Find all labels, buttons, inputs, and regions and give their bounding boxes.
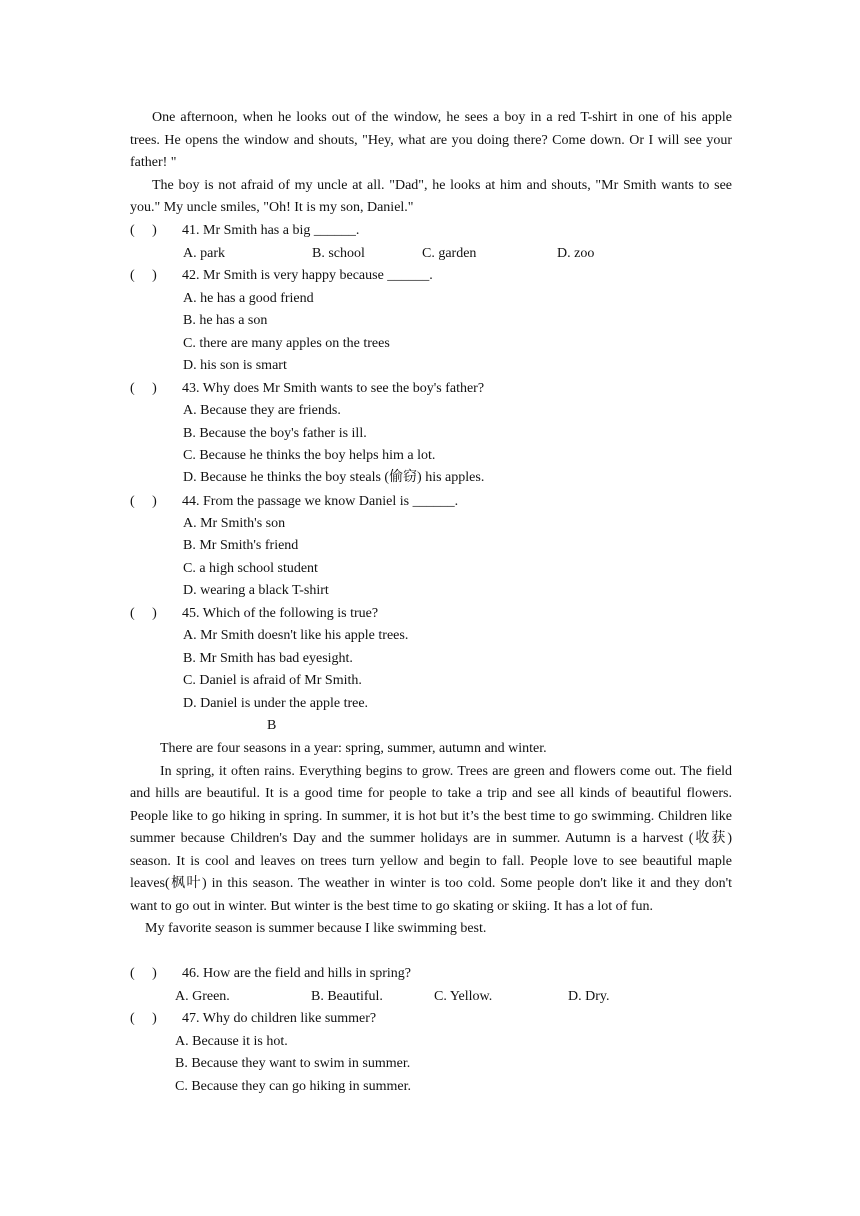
option: B. Because they want to swim in summer. <box>175 1056 411 1071</box>
answer-blank[interactable]: ( ) <box>130 268 157 283</box>
answer-blank[interactable]: ( ) <box>130 606 157 621</box>
question-45 <box>130 603 378 626</box>
option: D. Dry. <box>568 989 610 1004</box>
paragraph: One afternoon, when he looks out of the window, he sees a boy in a red T-shirt in one of his apple trees. He opens the window and shouts, "Hey, what are you doing there? Come down. Or I will see your father! " <box>130 110 732 170</box>
option: D. his son is smart <box>183 358 287 373</box>
answer-blank[interactable]: ( ) <box>130 494 157 509</box>
option: B. he has a son <box>183 313 268 328</box>
option: C. Because he thinks the boy helps him a lot. <box>183 448 436 463</box>
option: B. Mr Smith's friend <box>183 538 299 553</box>
paragraph: In spring, it often rains. Everything begins to grow. Trees are green and flowers come out. The field and hills are beautiful. It is a good time for people to take a trip and see all kinds of beautiful flowers. People like to go hiking in spring. In summer, it is hot but it’s the best time to go swimming. Children like summer because Children's Day and the summer holidays are in summer. Autumn is a harvest (收获) season. It is cool and leaves on trees turn yellow and begin to fall. People love to see beautiful maple leaves(枫叶) in this season. The weather in winter is too cold. Some people don't like it and they don't want to go out in winter. But winter is the best time to go skating or skiing. It has a lot of fun. <box>130 763 732 914</box>
option: C. a high school student <box>183 561 318 576</box>
option: D. wearing a black T-shirt <box>183 583 329 598</box>
option: B. Because the boy's father is ill. <box>183 426 367 441</box>
question-stem: 46. How are the field and hills in spring? <box>182 966 412 981</box>
paragraph: There are four seasons in a year: spring, summer, autumn and winter. <box>160 741 547 756</box>
question-stem: 45. Which of the following is true? <box>182 606 379 621</box>
option: C. Because they can go hiking in summer. <box>175 1079 412 1094</box>
option: D. zoo <box>557 246 595 261</box>
option: A. Mr Smith doesn't like his apple trees. <box>183 628 409 643</box>
paragraph: My favorite season is summer because I like swimming best. <box>145 921 487 936</box>
question-stem: 47. Why do children like summer? <box>182 1011 377 1026</box>
option: C. garden <box>422 246 477 261</box>
option: B. Mr Smith has bad eyesight. <box>183 651 353 666</box>
question-stem: 41. Mr Smith has a big ______. <box>182 223 360 238</box>
option: C. Daniel is afraid of Mr Smith. <box>183 673 362 688</box>
option: A. Because it is hot. <box>175 1034 288 1049</box>
option: C. there are many apples on the trees <box>183 336 390 351</box>
passage-b <box>130 738 732 941</box>
question-stem: 43. Why does Mr Smith wants to see the boy's father? <box>182 381 485 396</box>
question-41 <box>130 220 359 243</box>
option: D. Because he thinks the boy steals (偷窃) his apples. <box>183 470 485 485</box>
option: A. park <box>183 246 225 261</box>
option: C. Yellow. <box>434 989 493 1004</box>
question-43 <box>130 378 484 401</box>
option: D. Daniel is under the apple tree. <box>183 696 369 711</box>
answer-blank[interactable]: ( ) <box>130 381 157 396</box>
option: B. Beautiful. <box>311 989 383 1004</box>
option: A. Mr Smith's son <box>183 516 286 531</box>
question-47 <box>130 1008 376 1031</box>
question-46 <box>130 963 411 986</box>
question-42 <box>130 265 433 288</box>
passage-a <box>130 107 732 220</box>
question-44 <box>130 491 458 514</box>
option: A. he has a good friend <box>183 291 314 306</box>
answer-blank[interactable]: ( ) <box>130 1011 157 1026</box>
answer-blank[interactable]: ( ) <box>130 223 157 238</box>
section-heading: B <box>267 718 277 733</box>
answer-blank[interactable]: ( ) <box>130 966 157 981</box>
option: B. school <box>312 246 365 261</box>
question-stem: 44. From the passage we know Daniel is ______. <box>182 494 459 509</box>
option: A. Green. <box>175 989 230 1004</box>
question-stem: 42. Mr Smith is very happy because ______. <box>182 268 433 283</box>
option: A. Because they are friends. <box>183 403 341 418</box>
paragraph: The boy is not afraid of my uncle at all. "Dad", he looks at him and shouts, "Mr Smith wants to see you." My uncle smiles, "Oh! It is my son, Daniel." <box>130 177 732 215</box>
